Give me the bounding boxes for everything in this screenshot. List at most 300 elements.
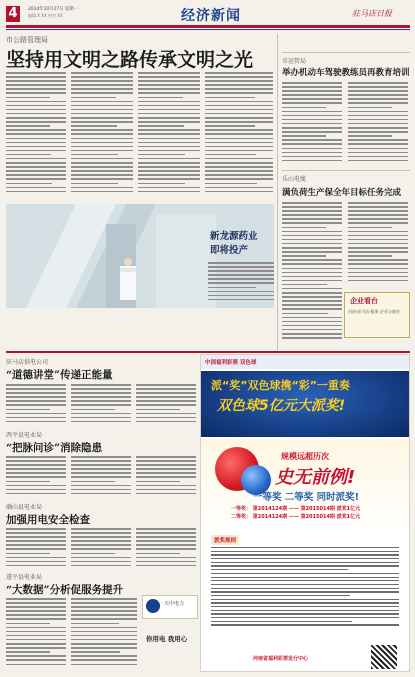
text-line [348, 86, 408, 88]
text-line [282, 329, 342, 331]
text-line [6, 400, 66, 402]
text-line [282, 148, 342, 150]
text-line [348, 123, 408, 125]
text-line [6, 659, 66, 661]
text-line [282, 90, 342, 92]
text-line [6, 158, 66, 160]
text-line [71, 162, 133, 164]
right-top-body-2 [348, 82, 408, 166]
text-line [282, 337, 342, 339]
text-line [348, 263, 408, 265]
text-line [211, 610, 399, 611]
text-line [138, 174, 200, 176]
text-line [6, 528, 66, 530]
article2-kicker: 西平县电业局 [6, 432, 43, 439]
text-line [282, 276, 342, 278]
text-line [138, 125, 184, 127]
text-line [6, 647, 66, 649]
text-line [71, 627, 137, 629]
article4-body-1 [6, 598, 66, 670]
text-line [138, 187, 200, 189]
text-line [282, 107, 326, 109]
enterprise-showcase-title: 企业看台 [350, 297, 378, 305]
ad-rules-body [211, 547, 399, 635]
text-line [208, 291, 274, 293]
text-line [6, 125, 50, 127]
text-line [348, 210, 408, 212]
text-line [138, 97, 183, 99]
text-line [205, 174, 273, 176]
text-line [6, 138, 66, 140]
ad-scale-text: 规模远超历次 [281, 452, 329, 461]
text-line [205, 121, 273, 123]
ad-prize-list [231, 505, 381, 527]
article1-body-3 [136, 384, 196, 424]
text-line [6, 117, 66, 119]
text-line [6, 97, 50, 99]
text-line [71, 532, 131, 534]
text-line [348, 94, 408, 96]
text-line [136, 536, 196, 538]
article3-kicker: 确山县电业局 [6, 504, 43, 511]
text-line [71, 631, 137, 633]
text-line [205, 154, 256, 156]
text-line [348, 222, 408, 224]
text-line [348, 107, 392, 109]
text-line [211, 573, 399, 574]
text-line [71, 536, 131, 538]
ad-prizes-text: 一等奖 二等奖 同时派奖! [253, 492, 359, 503]
text-line [211, 584, 399, 585]
text-line [71, 88, 133, 90]
text-line [136, 460, 196, 462]
text-line [6, 101, 66, 103]
text-line [136, 557, 196, 559]
text-line [71, 125, 117, 127]
text-line [71, 493, 131, 495]
text-line [6, 84, 66, 86]
text-line [71, 183, 118, 185]
text-line [348, 131, 408, 133]
text-line [71, 528, 131, 530]
text-line [71, 664, 137, 666]
text-line [71, 117, 133, 119]
text-line [348, 243, 408, 245]
text-line [71, 170, 133, 172]
text-line [348, 218, 408, 220]
text-line [205, 150, 273, 152]
text-line [282, 82, 342, 84]
text-line [71, 464, 131, 466]
text-line [348, 102, 408, 104]
ad-rules-title: 派奖规则 [211, 535, 239, 545]
text-line [6, 464, 66, 466]
text-line [6, 417, 66, 419]
text-line [282, 156, 342, 158]
text-line [211, 613, 399, 614]
text-line [71, 544, 131, 546]
lead-body-col-1 [6, 72, 66, 200]
text-line [136, 409, 180, 411]
text-line [6, 639, 66, 641]
text-line [6, 606, 66, 608]
text-line [6, 635, 66, 637]
article4-headline: “大数据”分析促服务提升 [6, 584, 124, 596]
text-line [6, 392, 66, 394]
text-line [71, 121, 133, 123]
text-line [282, 325, 342, 327]
text-line [136, 421, 196, 423]
power-company-name: 天中电力 [164, 601, 185, 607]
text-line [138, 150, 200, 152]
text-line [71, 540, 131, 542]
text-line [211, 606, 399, 607]
text-line [6, 409, 50, 411]
text-line [138, 138, 200, 140]
lead-body-col-2 [71, 72, 133, 200]
text-line [282, 127, 342, 129]
text-line [205, 101, 273, 103]
text-line [282, 247, 342, 249]
text-line [6, 80, 66, 82]
text-line [71, 489, 131, 491]
text-line [348, 247, 408, 249]
text-line [282, 218, 342, 220]
text-line [282, 86, 342, 88]
text-line [211, 565, 399, 566]
text-line [6, 187, 66, 189]
text-line [6, 476, 66, 478]
right-mid-kicker: 乐山电缆 [282, 176, 307, 183]
text-line [71, 561, 131, 563]
ad-organizer: 河南省福利彩票发行中心 [253, 656, 309, 662]
text-line [348, 82, 408, 84]
text-line [138, 146, 200, 148]
text-line [211, 551, 399, 552]
text-line [71, 476, 131, 478]
text-line [211, 595, 350, 596]
text-line [136, 404, 196, 406]
text-line [348, 231, 408, 233]
text-line [348, 239, 408, 241]
text-line [71, 105, 133, 107]
article1-body-2 [71, 384, 131, 424]
text-line [211, 624, 399, 625]
text-line [205, 125, 255, 127]
text-line [138, 76, 200, 78]
text-line [6, 548, 66, 550]
text-line [6, 655, 66, 657]
text-line [71, 623, 119, 625]
text-line [138, 162, 200, 164]
text-line [71, 557, 131, 559]
text-line [71, 142, 133, 144]
text-line [71, 565, 131, 567]
text-line [71, 610, 137, 612]
text-line [6, 404, 66, 406]
text-line [6, 553, 50, 555]
text-line [71, 109, 133, 111]
power-logo-icon [146, 599, 160, 613]
text-line [205, 183, 257, 185]
text-line [136, 540, 196, 542]
text-line [348, 276, 408, 278]
text-line [6, 561, 66, 563]
text-line [138, 133, 200, 135]
text-line [348, 268, 408, 270]
text-line [138, 154, 185, 156]
text-line [6, 162, 66, 164]
text-line [208, 278, 274, 280]
text-line [6, 142, 66, 144]
text-line [282, 268, 342, 270]
text-line [282, 139, 342, 141]
text-line [136, 413, 196, 415]
lower-section-rule [6, 351, 410, 353]
text-line [71, 548, 131, 550]
text-line [6, 536, 66, 538]
text-line [282, 222, 342, 224]
text-line [71, 602, 137, 604]
text-line [6, 532, 66, 534]
text-line [71, 146, 133, 148]
text-line [205, 80, 273, 82]
text-line [71, 614, 137, 616]
text-line [138, 183, 185, 185]
text-line [136, 472, 196, 474]
text-line [205, 129, 273, 131]
ad-prize-first: 一等奖： 第2014124期 —— 第2015014期 派奖1亿元 [231, 506, 361, 512]
text-line [6, 557, 66, 559]
editor-credit: 编辑 X XX 校对 XX [28, 13, 63, 18]
text-line [348, 235, 408, 237]
text-line [282, 210, 342, 212]
text-line [6, 166, 66, 168]
lead-headline: 坚持用文明之路传承文明之光 [6, 49, 254, 71]
text-line [6, 651, 50, 653]
text-line [136, 388, 196, 390]
text-line [205, 158, 273, 160]
text-line [138, 84, 200, 86]
text-line [6, 627, 66, 629]
text-line [348, 119, 408, 121]
text-line [136, 417, 196, 419]
text-line [6, 388, 66, 390]
ad-unprecedented-text: 史无前例! [275, 467, 356, 488]
text-line [71, 659, 137, 661]
right-top-kicker: 市运管局 [282, 58, 307, 65]
article1-kicker: 驻马店供电公司 [6, 359, 49, 366]
article1-body-1 [6, 384, 66, 424]
text-line [71, 396, 131, 398]
right-top-body-1 [282, 82, 342, 166]
text-line [136, 464, 196, 466]
text-line [6, 105, 66, 107]
text-line [136, 561, 196, 563]
text-line [71, 129, 133, 131]
text-line [208, 282, 274, 284]
text-line [282, 152, 342, 154]
text-line [71, 409, 115, 411]
text-line [211, 588, 399, 589]
text-line [138, 178, 200, 180]
text-line [282, 313, 328, 315]
text-line [71, 606, 137, 608]
text-line [71, 166, 133, 168]
text-line [282, 214, 342, 216]
text-line [138, 80, 200, 82]
text-line [6, 76, 66, 78]
text-line [6, 72, 66, 74]
text-line [6, 113, 66, 115]
text-line [282, 94, 342, 96]
power-slogan: 你用电 我用心 [146, 635, 188, 643]
text-line [211, 599, 399, 600]
text-line [6, 88, 66, 90]
text-line [6, 540, 66, 542]
text-line [205, 170, 273, 172]
text-line [348, 148, 408, 150]
text-line [348, 111, 408, 113]
text-line [136, 456, 196, 458]
text-line [6, 183, 52, 185]
text-line [71, 191, 133, 193]
text-line [348, 135, 392, 137]
text-line [348, 255, 392, 257]
article2-body-2 [71, 456, 131, 498]
text-line [282, 143, 342, 145]
text-line [205, 178, 273, 180]
text-line [205, 97, 255, 99]
text-line [282, 300, 342, 302]
text-line [136, 396, 196, 398]
text-line [211, 591, 399, 592]
text-line [138, 88, 200, 90]
text-line [71, 651, 120, 653]
text-line [71, 553, 115, 555]
text-line [205, 84, 273, 86]
text-line [282, 235, 342, 237]
text-line [6, 602, 66, 604]
text-line [348, 206, 408, 208]
text-line [6, 643, 66, 645]
text-line [205, 92, 273, 94]
text-line [282, 135, 326, 137]
text-line [71, 460, 131, 462]
text-line [71, 101, 133, 103]
text-line [6, 413, 66, 415]
text-line [282, 119, 342, 121]
text-line [282, 251, 342, 253]
text-line [348, 259, 408, 261]
text-line [71, 417, 131, 419]
text-line [136, 400, 196, 402]
lead-body-col-3 [138, 72, 200, 200]
text-line [71, 158, 133, 160]
text-line [282, 259, 342, 261]
text-line [348, 160, 408, 162]
text-line [282, 317, 342, 319]
page-number: 4 [6, 6, 20, 22]
qr-code-icon [371, 645, 397, 669]
lead-body-col-4 [205, 72, 273, 200]
text-line [71, 97, 116, 99]
text-line [71, 80, 133, 82]
text-line [282, 160, 342, 162]
text-line [348, 127, 408, 129]
text-line [6, 664, 66, 666]
text-line [71, 472, 131, 474]
text-line [348, 214, 408, 216]
text-line [208, 266, 274, 268]
text-line [282, 255, 326, 257]
text-line [205, 166, 273, 168]
lead-kicker: 市公路管理局 [6, 36, 48, 44]
text-line [282, 304, 342, 306]
article2-headline: “把脉问诊”消除隐患 [6, 442, 103, 454]
text-line [205, 191, 273, 193]
text-line [282, 292, 342, 294]
text-line [348, 115, 408, 117]
text-line [348, 227, 392, 229]
text-line [282, 102, 342, 104]
text-line [348, 98, 408, 100]
text-line [71, 138, 133, 140]
article3-headline: 加强用电安全检查 [6, 514, 90, 526]
article4-kicker: 遂平县电业局 [6, 574, 43, 581]
text-line [6, 121, 66, 123]
text-line [205, 117, 273, 119]
text-line [348, 202, 408, 204]
text-line [6, 623, 50, 625]
article2-body-3 [136, 456, 196, 498]
text-line [348, 152, 408, 154]
text-line [138, 101, 200, 103]
article4-body-2 [71, 598, 137, 670]
text-line [71, 404, 131, 406]
ad-headline-2: 双色球5亿元大派奖! [217, 398, 346, 414]
text-line [211, 621, 352, 622]
section-title: 经济新闻 [181, 8, 241, 24]
text-line [136, 489, 196, 491]
text-line [138, 72, 200, 74]
text-line [282, 280, 342, 282]
text-line [6, 170, 66, 172]
text-line [205, 72, 273, 74]
text-line [205, 146, 273, 148]
text-line [282, 231, 342, 233]
text-line [136, 468, 196, 470]
text-line [348, 139, 408, 141]
text-line [136, 392, 196, 394]
text-line [205, 133, 273, 135]
right-top-bar [282, 52, 410, 53]
text-line [282, 131, 342, 133]
text-line [6, 396, 66, 398]
text-line [282, 239, 342, 241]
text-line [6, 598, 66, 600]
text-line [136, 548, 196, 550]
photo-side-text [208, 262, 274, 306]
text-line [6, 610, 66, 612]
text-line [348, 156, 408, 158]
text-line [138, 121, 200, 123]
text-line [71, 388, 131, 390]
text-line [208, 270, 274, 272]
text-line [211, 554, 399, 555]
text-line [282, 115, 342, 117]
text-line [138, 170, 200, 172]
